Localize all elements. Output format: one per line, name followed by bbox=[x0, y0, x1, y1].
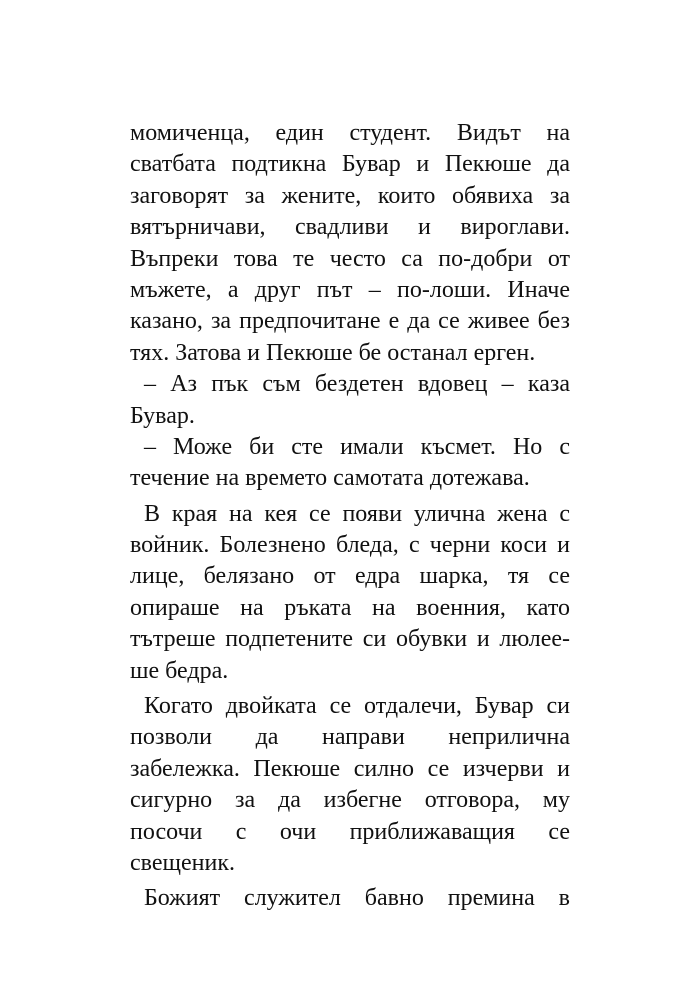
text-line: казано, за предпочитане е да се живее без bbox=[130, 308, 570, 335]
text-line: течение на времето самотата дотежава. bbox=[130, 465, 530, 492]
text-line: момиченца, един студент. Видът на bbox=[130, 120, 570, 146]
text-line: забележка. Пекюше силно се изчерви и bbox=[130, 755, 570, 782]
text-line: ше бедра. bbox=[130, 657, 229, 684]
text-line: сватбата подтикна Бувар и Пекюше да bbox=[130, 151, 570, 178]
text-line: – Аз пък съм бездетен вдовец – каза bbox=[144, 371, 570, 398]
text-line: посочи с очи приближаващия се bbox=[130, 818, 570, 845]
book-page-body bbox=[130, 118, 570, 915]
text-line: В края на кея се появи улична жена с bbox=[144, 500, 570, 527]
text-line: мъжете, а друг път – по-лоши. Иначе bbox=[130, 276, 570, 303]
text-line: – Може би сте имали късмет. Но с bbox=[144, 433, 570, 460]
text-line: заговорят за жените, които обявиха за bbox=[130, 182, 570, 209]
text-line: опираше на ръката на военния, като bbox=[130, 594, 570, 621]
text-line: тътреше подпетените си обувки и люлее- bbox=[130, 626, 570, 653]
text-line: позволи да направи неприлична bbox=[130, 724, 570, 751]
text-line: Бувар. bbox=[130, 402, 195, 429]
text-line: тях. Затова и Пекюше бе останал ерген. bbox=[130, 339, 536, 366]
text-line: войник. Болезнено бледа, с черни коси и bbox=[130, 532, 570, 559]
text-line: Когато двойката се отдалечи, Бувар си bbox=[144, 693, 570, 720]
text-line: Въпреки това те често са по-добри от bbox=[130, 245, 570, 272]
text-line: лице, белязано от едра шарка, тя се bbox=[130, 563, 570, 590]
text-line: Божият служител бавно премина в bbox=[144, 885, 570, 912]
text-line: свещеник. bbox=[130, 849, 235, 876]
text-line: сигурно за да избегне отговора, му bbox=[130, 787, 570, 814]
text-line: вятърничави, свадливи и вироглави. bbox=[130, 214, 570, 241]
